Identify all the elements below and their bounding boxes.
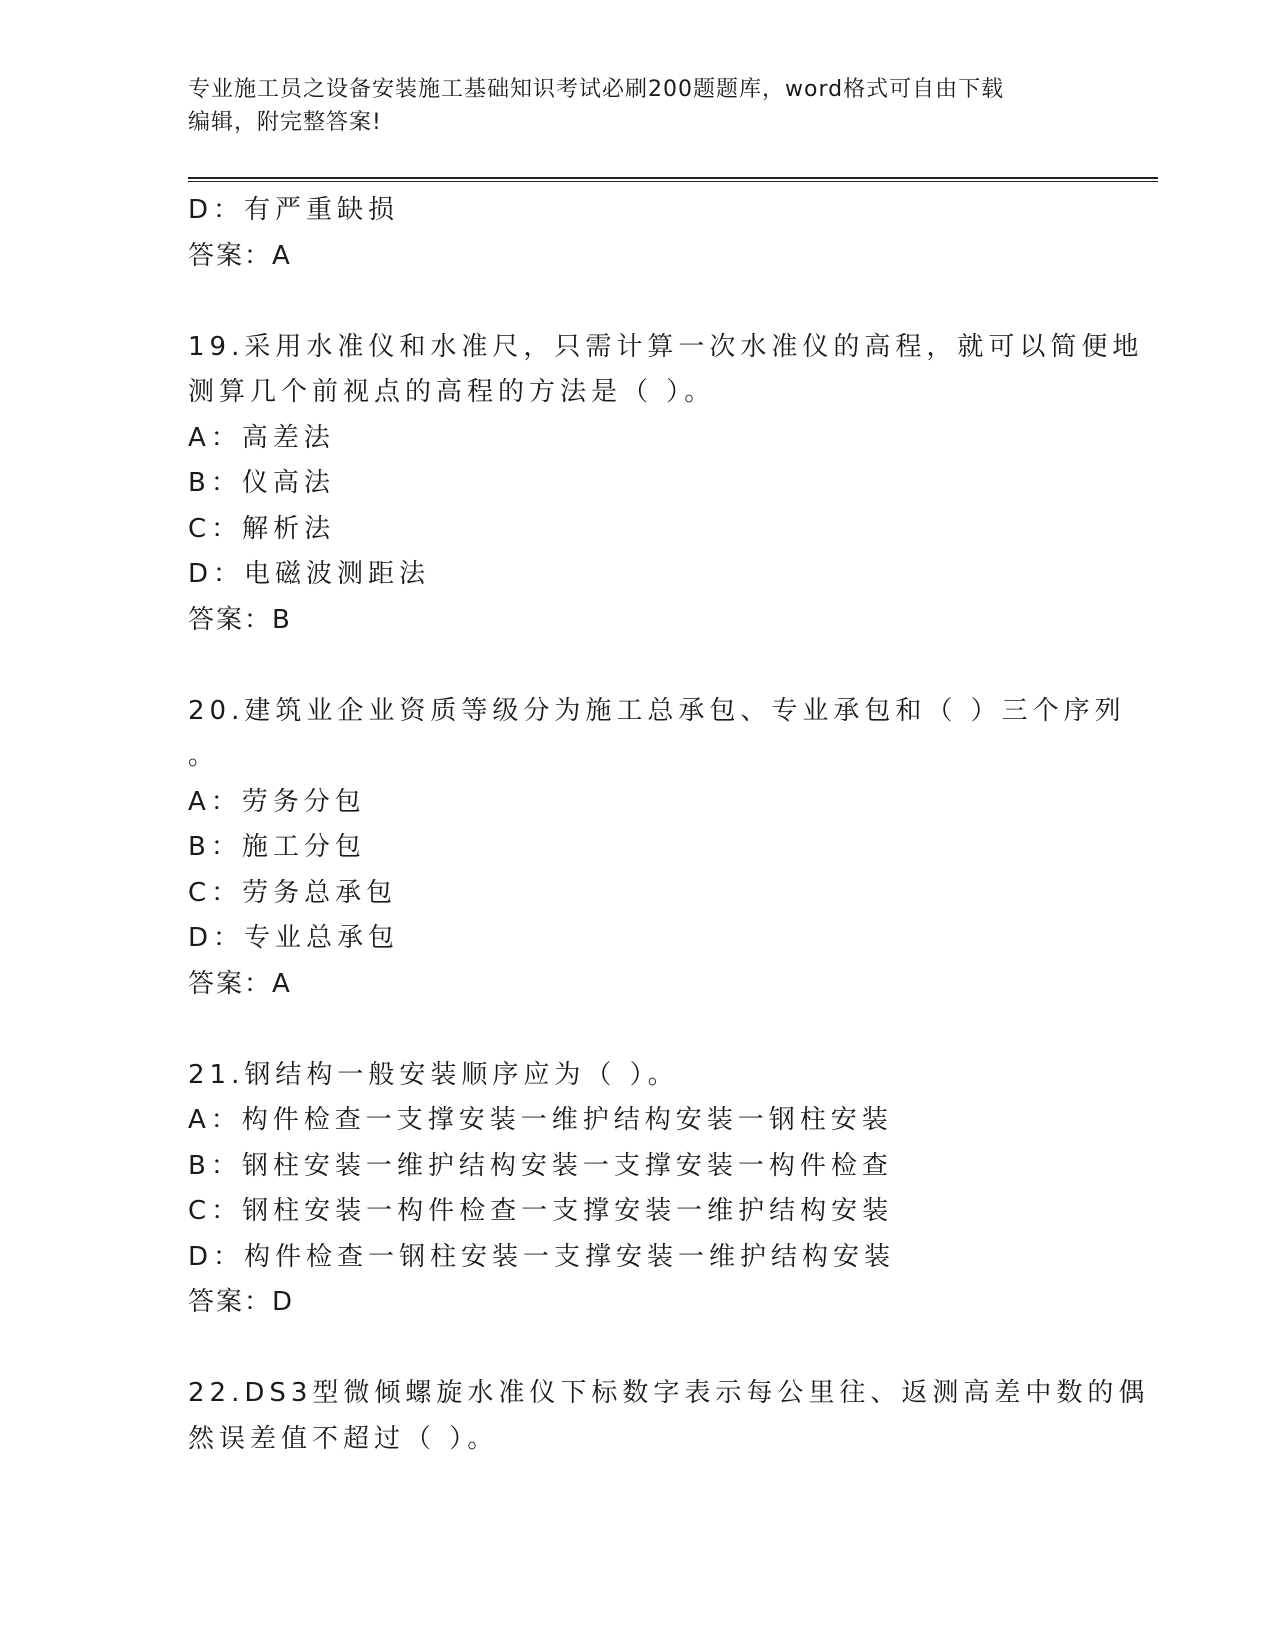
option-a: A：构件检查一支撑安装一维护结构安装一钢柱安装 (188, 1105, 893, 1135)
question-stem-cont: 测算几个前视点的高程的方法是（ ）。 (188, 377, 716, 407)
option-c: C：解析法 (188, 513, 336, 544)
document-header (188, 73, 1088, 139)
option-c: C：劳务总承包 (188, 877, 398, 908)
prev-option-d: D：有严重缺损 (188, 195, 400, 225)
prev-answer: 答案：A (188, 240, 292, 271)
question-stem-cont: 然误差值不超过（ ）。 (188, 1423, 499, 1454)
question-stem: 21.钢结构一般安装顺序应为（ ）。 (188, 1059, 679, 1090)
question-22 (188, 1371, 1150, 1462)
option-b: B：仪高法 (188, 468, 335, 498)
question-21 (188, 1053, 1108, 1326)
option-d: D：专业总承包 (188, 923, 400, 953)
question-20 (188, 689, 1126, 1008)
header-line-2: 编辑，附完整答案! (188, 110, 382, 135)
question-stem-cont: 。 (188, 741, 220, 771)
header-line-1: 专业施工员之设备安装施工基础知识考试必刷200题题库，word格式可自由下载 (188, 77, 1005, 102)
answer: 答案：B (188, 604, 292, 635)
option-b: B：钢柱安装一维护结构安装一支撑安装一构件检查 (188, 1150, 893, 1181)
option-c: C：钢柱安装一构件检查一支撑安装一维护结构安装 (188, 1196, 894, 1226)
answer: 答案：D (188, 1287, 295, 1317)
option-a: A：劳务分包 (188, 786, 366, 817)
option-d: D：构件检查一钢柱安装一支撑安装一维护结构安装 (188, 1241, 896, 1272)
spacer (188, 1007, 1108, 1053)
question-stem: 20.建筑业企业资质等级分为施工总承包、专业承包和（ ）三个序列 (188, 695, 1126, 726)
header-rule-thick (188, 177, 1158, 179)
question-19 (188, 325, 1144, 644)
option-a: A：高差法 (188, 422, 335, 453)
spacer (188, 1326, 1108, 1372)
spacer (188, 279, 1108, 325)
option-d: D：电磁波测距法 (188, 559, 431, 589)
header-rule-thin (188, 181, 1158, 182)
document-body (188, 188, 1150, 1462)
question-stem: 19.采用水准仪和水准尺，只需计算一次水准仪的高程，就可以简便地 (188, 331, 1144, 362)
question-stem: 22.DS3型微倾螺旋水准仪下标数字表示每公里往、返测高差中数的偶 (188, 1378, 1150, 1408)
answer: 答案：A (188, 968, 292, 999)
option-b: B：施工分包 (188, 832, 366, 862)
spacer (188, 643, 1108, 689)
